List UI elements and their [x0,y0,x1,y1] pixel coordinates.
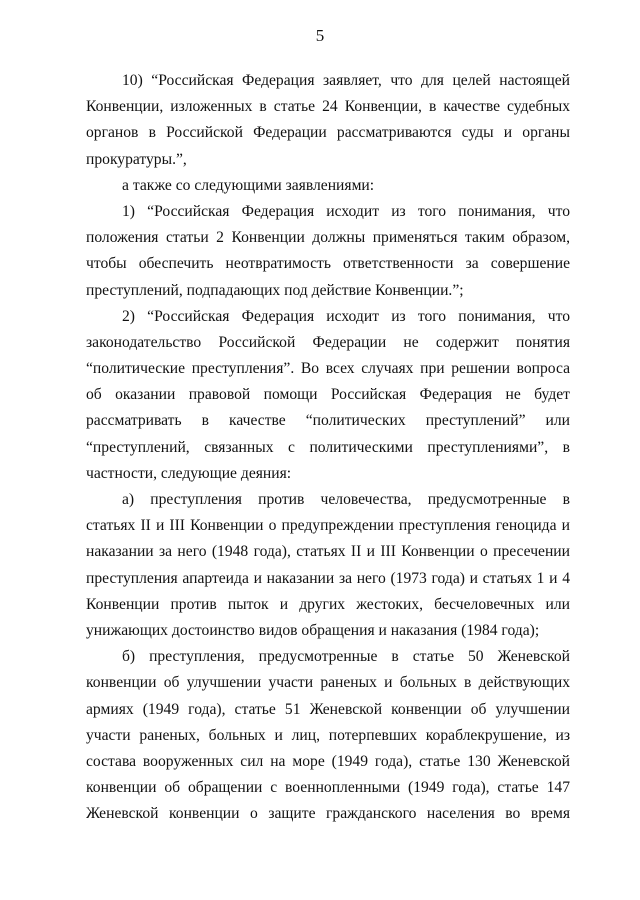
text-line: армиях (1949 года), статье 51 Женевской конвенции об улучшении [86,700,570,718]
text-line: 2) “Российская Федерация исходит из того понимания, что [122,307,570,325]
text-line: “преступлений, связанных с политическими преступлениями”, в [86,438,570,456]
subitem-b [86,644,570,827]
text-line: преступлений, подпадающих под действие Конвенции.”; [86,281,464,299]
text-line: конвенции об улучшении участи раненых и больных в действующих [86,674,570,692]
statements-intro [86,173,570,199]
text-line: законодательство Российской Федерации не содержит понятия [86,333,570,351]
text-line: 10) “Российская Федерация заявляет, что для целей настоящей [122,72,570,89]
text-line: наказании за него (1948 года), статьях II и III Конвенции о пресечении [86,543,570,561]
subitem-a [86,487,570,644]
text-line: об оказании правовой помощи Российская Федерация не будет [86,386,570,404]
text-line: частности, следующие деяния: [86,464,292,482]
text-line: Женевской конвенции о защите гражданского населения во время [86,805,570,823]
text-line: участи раненых, больных и лиц, потерпевших кораблекрушение, из [86,726,570,744]
text-line: прокуратуры.”, [86,150,187,168]
text-line: рассматривать в качестве “политических преступлений” или [86,412,570,430]
text-line: 1) “Российская Федерация исходит из того понимания, что [122,202,570,220]
text-line: Конвенции против пыток и других жестоких, бесчеловечных или [86,595,570,613]
text-line: а) преступления против человечества, предусмотренные в [122,491,570,508]
text-line: б) преступления, предусмотренные в статье 50 Женевской [122,648,570,666]
text-line: “политические преступления”. Во всех случаях при решении вопроса [86,360,570,378]
document-body [86,68,570,827]
text-line: унижающих достоинство видов обращения и наказания (1984 года); [86,621,540,639]
text-line: преступления апартеида и наказании за него (1973 года) и статьях 1 и 4 [86,569,570,587]
paragraph-item-10 [86,68,570,173]
statement-1 [86,199,570,304]
text-line: а также со следующими заявлениями: [122,176,375,194]
statement-2 [86,304,570,487]
text-line: чтобы обеспечить неотвратимость ответственности за совершение [86,255,570,273]
text-line: состава вооруженных сил на море (1949 года), статье 130 Женевской [86,752,570,770]
text-line: конвенции об обращении с военнопленными (1949 года), статье 147 [86,779,570,797]
text-line: статьях II и III Конвенции о предупреждении преступления геноцида и [86,517,570,535]
text-line: Конвенции, изложенных в статье 24 Конвенции, в качестве судебных [86,98,570,116]
page-number: 5 [315,26,325,45]
text-line: положения статьи 2 Конвенции должны применяться таким образом, [86,229,570,247]
text-line: органов в Российской Федерации рассматриваются суды и органы [86,124,570,142]
